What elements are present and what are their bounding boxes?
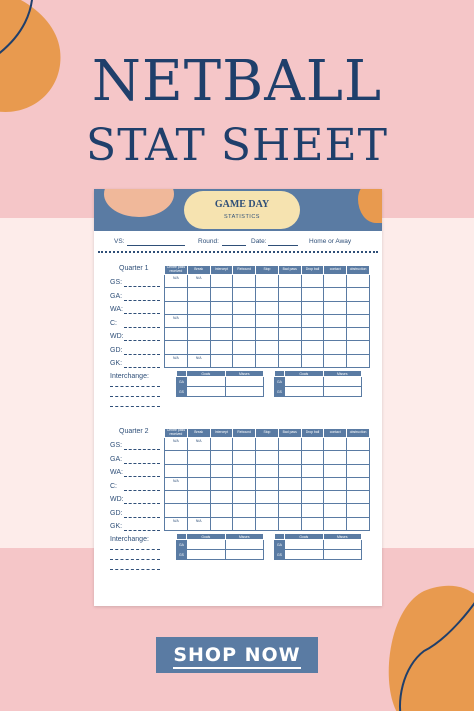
na-cell: N/A [187, 517, 210, 530]
position-line [124, 354, 160, 355]
column-header: Break [187, 429, 210, 438]
position-label: WD: [110, 496, 124, 503]
position-line [124, 313, 160, 314]
page-subtitle: STAT SHEET [86, 120, 388, 171]
na-cell: N/A [187, 354, 210, 367]
round-label: Round: [198, 238, 219, 245]
column-header: Centre pass received [165, 429, 188, 438]
position-label: GA: [110, 456, 123, 463]
home-away-label: Home or Away [309, 238, 352, 245]
stat-sheet-preview [94, 189, 382, 606]
position-label: WA: [110, 469, 123, 476]
table-row [165, 477, 370, 490]
misses-header: Misses [323, 371, 362, 377]
misses-header: Misses [323, 534, 362, 540]
table-row [165, 504, 370, 517]
position-label: GK: [110, 360, 123, 367]
position-line [124, 449, 160, 450]
column-header: obstruction [347, 429, 370, 438]
table-row [165, 464, 370, 477]
table-row [165, 328, 370, 341]
shop-now-label: SHOP NOW [173, 644, 300, 669]
position-line [124, 476, 160, 477]
table-row [177, 540, 264, 550]
position-label: GS: [110, 279, 123, 286]
interchange-label: Interchange: [110, 373, 149, 380]
vs-label: VS: [114, 238, 125, 245]
table-row [165, 301, 370, 314]
position-label: WA: [110, 306, 123, 313]
column-header: Bad pass [278, 266, 301, 275]
na-cell: N/A [165, 314, 188, 327]
row-label: GA [177, 540, 187, 550]
na-cell: N/A [165, 275, 188, 288]
stats-table [164, 265, 370, 368]
row-label: GS [275, 387, 285, 397]
table-row [165, 341, 370, 354]
position-line [124, 503, 160, 504]
substitution-table [176, 370, 264, 397]
goals-header: Goals [187, 534, 226, 540]
interchange-line [110, 406, 160, 407]
position-label: GD: [110, 510, 123, 517]
substitution-table [176, 533, 264, 560]
goals-header: Goals [285, 534, 324, 540]
na-cell: N/A [187, 275, 210, 288]
stats-table [164, 428, 370, 531]
interchange-label: Interchange: [110, 536, 149, 543]
interchange-line [110, 559, 160, 560]
column-header: Bad pass [278, 429, 301, 438]
row-label: GA [275, 540, 285, 550]
column-header: Rebound [233, 429, 256, 438]
position-line [124, 517, 160, 518]
table-row [165, 491, 370, 504]
date-line [268, 245, 298, 246]
misses-header: Misses [225, 534, 264, 540]
column-header: contact [324, 266, 347, 275]
sheet-title: GAME DAY [214, 199, 270, 210]
table-row [177, 387, 264, 397]
position-line [124, 286, 160, 287]
sheet-subtitle: STATISTICS [224, 214, 260, 220]
column-header: Stop [256, 429, 279, 438]
position-label: C: [110, 320, 117, 327]
table-row [177, 377, 264, 387]
table-row [165, 517, 370, 530]
header-title-pill [184, 191, 300, 229]
na-cell: N/A [165, 354, 188, 367]
table-row [275, 387, 362, 397]
position-line [124, 327, 160, 328]
quarter-label: Quarter 2 [119, 428, 149, 435]
header-orange-blob [358, 189, 382, 223]
position-line [124, 340, 160, 341]
column-header: Centre pass received [165, 266, 188, 275]
position-line [124, 463, 160, 464]
na-cell: N/A [165, 477, 188, 490]
header-pink-blob [104, 189, 174, 217]
column-header: Rebound [233, 266, 256, 275]
column-header: Break [187, 266, 210, 275]
interchange-line [110, 386, 160, 387]
position-label: GK: [110, 523, 123, 530]
position-line [124, 367, 160, 368]
page-title: NETBALL [91, 49, 383, 114]
quarter-label: Quarter 1 [119, 265, 149, 272]
row-label: GA [275, 377, 285, 387]
vs-line [127, 245, 185, 246]
position-label: GS: [110, 442, 123, 449]
sheet-header [94, 189, 382, 231]
round-line [222, 245, 246, 246]
column-header: Intercept [210, 429, 233, 438]
column-header: Intercept [210, 266, 233, 275]
position-label: WD: [110, 333, 124, 340]
na-cell: N/A [187, 438, 210, 451]
interchange-line [110, 396, 160, 397]
position-label: GA: [110, 293, 123, 300]
position-line [124, 530, 160, 531]
column-header: Drop ball [301, 266, 324, 275]
row-label: GA [177, 377, 187, 387]
column-header: obstruction [347, 266, 370, 275]
column-header: Drop ball [301, 429, 324, 438]
orange-blob-bottom-right [384, 571, 474, 711]
shop-now-button[interactable] [156, 637, 318, 673]
row-label: GS [275, 550, 285, 560]
na-cell: N/A [165, 517, 188, 530]
position-line [124, 300, 160, 301]
table-row [165, 275, 370, 288]
table-row [165, 451, 370, 464]
row-label: GS [177, 550, 187, 560]
table-row [177, 550, 264, 560]
goals-header: Goals [285, 371, 324, 377]
position-label: C: [110, 483, 117, 490]
dotted-divider [98, 251, 378, 255]
interchange-line [110, 549, 160, 550]
table-row [165, 354, 370, 367]
date-label: Date: [251, 238, 267, 245]
table-row [275, 540, 362, 550]
table-row [275, 550, 362, 560]
row-label: GS [177, 387, 187, 397]
meta-row [94, 236, 382, 248]
goals-header: Goals [187, 371, 226, 377]
position-label: GD: [110, 347, 123, 354]
substitution-table [274, 370, 362, 397]
table-row [165, 288, 370, 301]
na-cell: N/A [165, 438, 188, 451]
column-header: contact [324, 429, 347, 438]
table-row [165, 314, 370, 327]
table-row [275, 377, 362, 387]
interchange-line [110, 569, 160, 570]
position-line [124, 490, 160, 491]
substitution-table [274, 533, 362, 560]
table-row [165, 438, 370, 451]
column-header: Stop [256, 266, 279, 275]
misses-header: Misses [225, 371, 264, 377]
